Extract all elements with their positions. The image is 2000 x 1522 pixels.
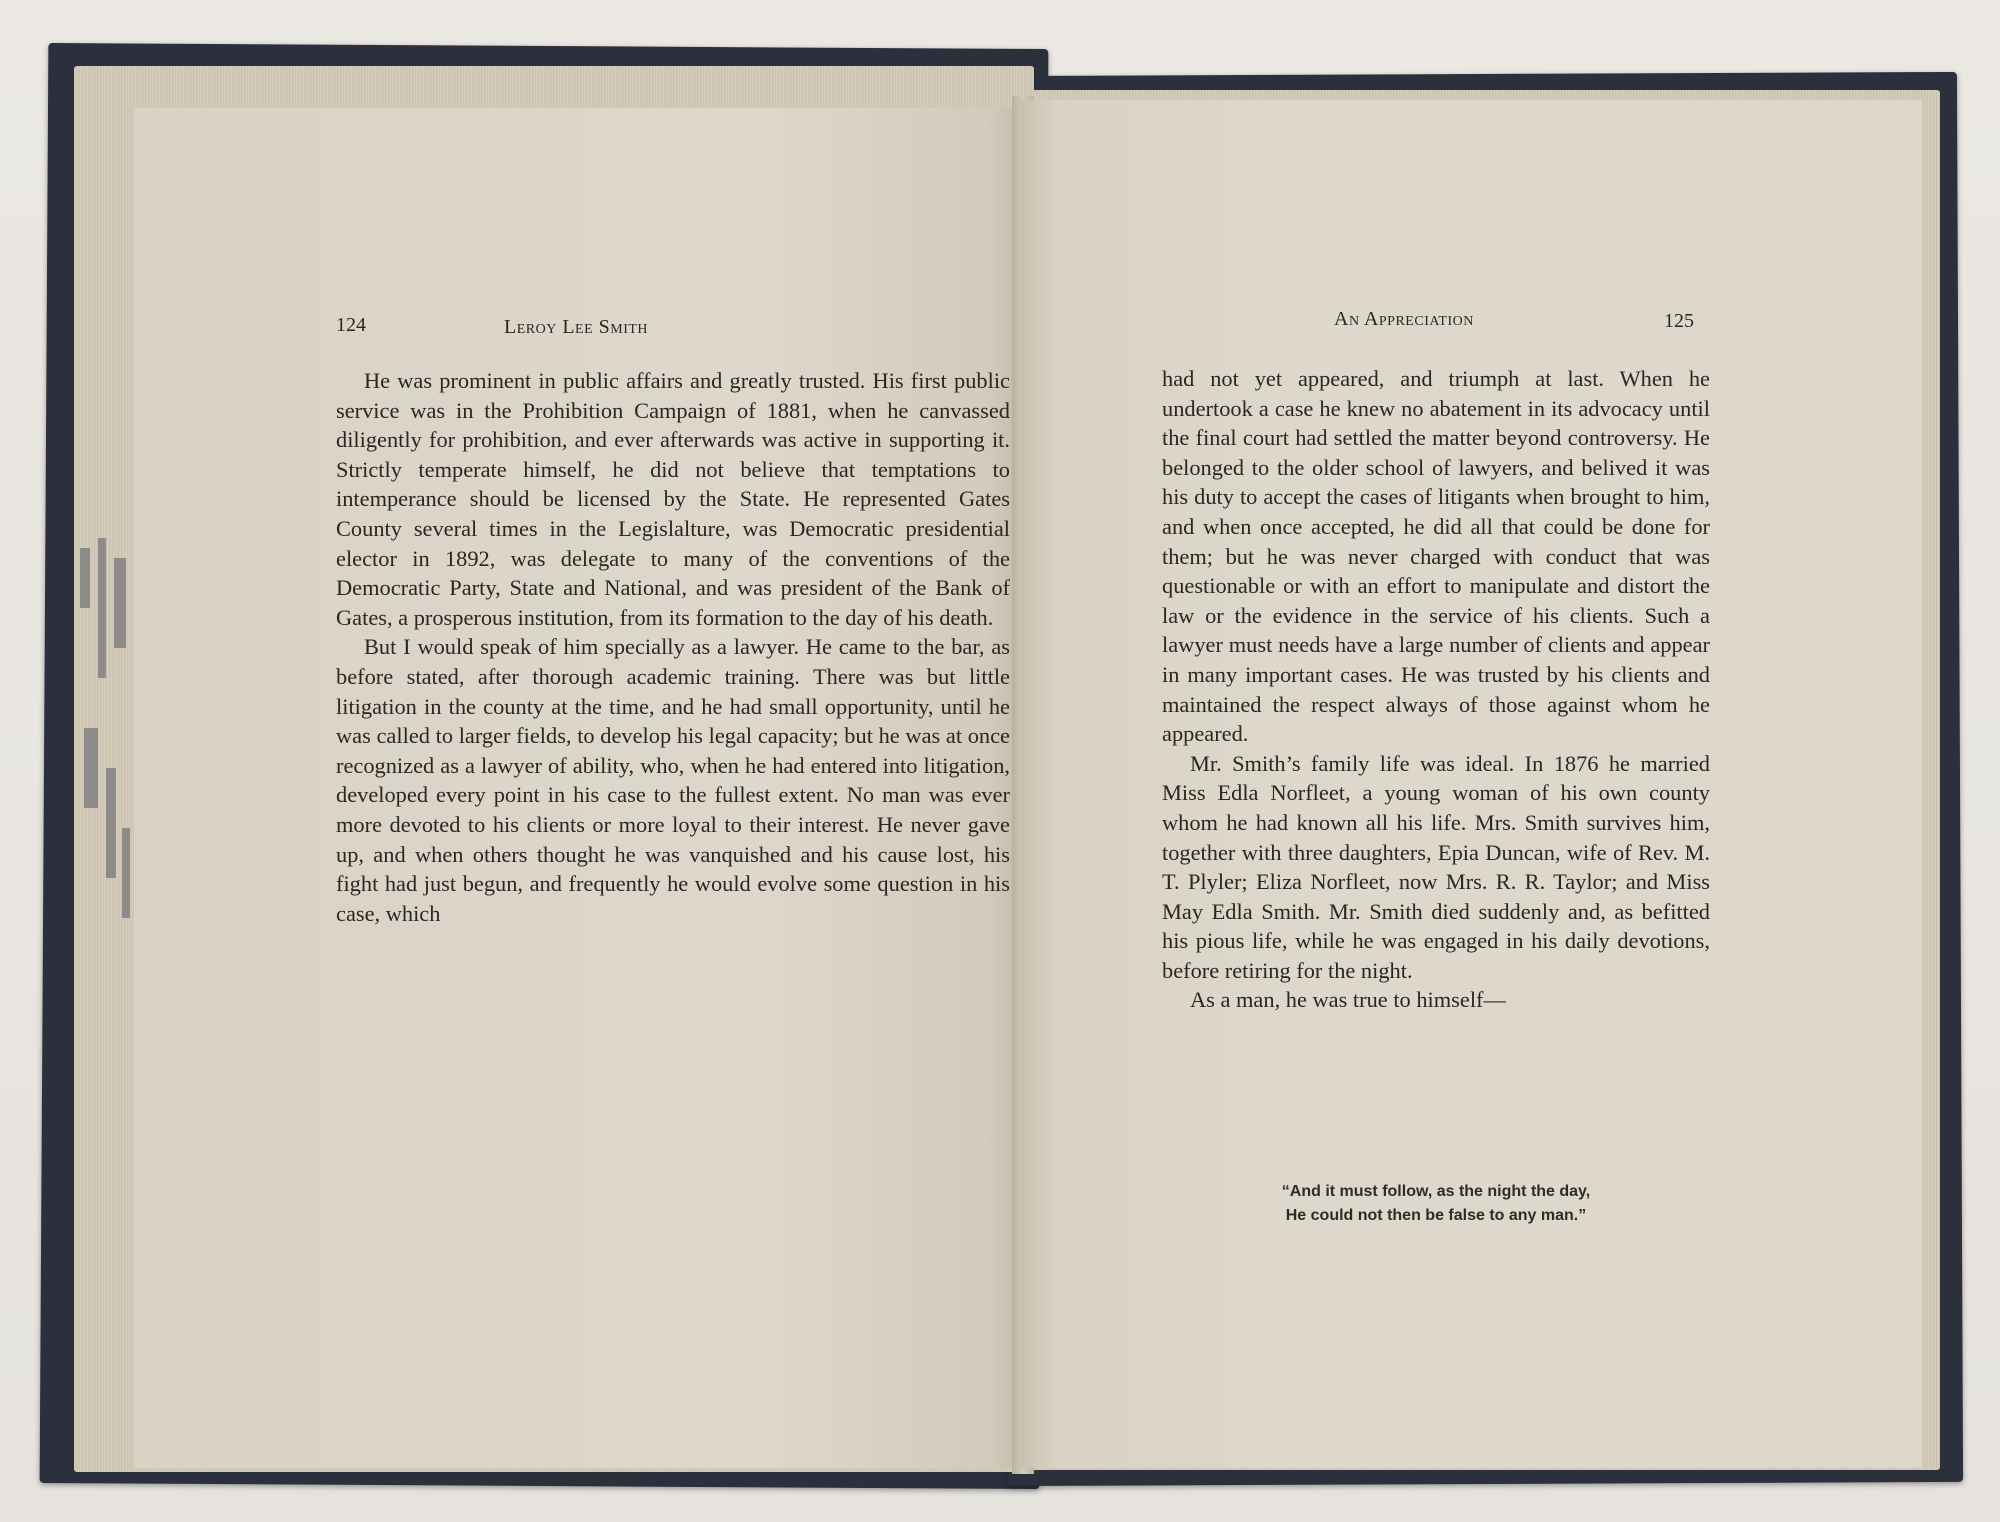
left-paragraph-1: He was prominent in public affairs and greatly trusted. His first public service was in the Prohibition Campaign of 1881, when he canvassed diligently for prohibition, and ever afterwards was active in supporting it. Strictly temperate himself, he did not believe that temptations to intemperance should be licensed by the State. He represented Gates County several times in the Legislaltu​re, was Democratic presidential elector in 1892, was delegate to many of the conventions of the Democratic Party, State and National, and was president of the Bank of Gates, a prosperous institution, from its formation to the day of his death. bbox=[336, 368, 1010, 630]
left-paragraph-2: But I would speak of him specially as a lawyer. He came to the bar, as before stated, after thorough academic training. There was but little litigation in the county at the time, and he had small opportunity, until he was called to larger fields, to develop his legal capacity; but he was at once recognized as a lawyer of ability, who, when he had entered into litigation, developed every point in his case to the fullest extent. No man was ever more devoted to his clients or more loyal to their interest. He never gave up, and when others thought he was vanquished and his cause lost, his fight had just begun, and frequently he would evolve some question in his case, which bbox=[336, 634, 1010, 926]
right-page-body bbox=[1162, 364, 1710, 1015]
quote-line-1: “And it must follow, as the night the day, bbox=[1281, 1183, 1591, 1200]
left-page-body bbox=[336, 366, 1010, 928]
right-page bbox=[1020, 100, 1922, 1468]
spine-marks bbox=[76, 528, 136, 948]
right-paragraph-2: Mr. Smith’s family life was ideal. In 1876 he married Miss Edla Norfleet, a young woman of his own county whom he had known all his life. Mrs. Smith survives him, together with three daughters, Epia Duncan, wife of Rev. M. T. Plyler; Eliza Norfleet, now Mrs. R. R. Taylor; and Miss May Edla Smith. Mr. Smith died suddenly and, as befitted his pious life, while he was engaged in his daily devotions, before retiring for the night. bbox=[1162, 750, 1710, 983]
closing-quote bbox=[1162, 1180, 1710, 1228]
left-page bbox=[134, 108, 1022, 1468]
right-paragraph-3: As a man, he was true to himself— bbox=[1190, 987, 1506, 1013]
right-page-number: 125 bbox=[1664, 310, 1694, 332]
right-paragraph-1: had not yet appeared, and triumph at last. When he undertook a case he knew no abatement in its advocacy until the final court had settled the matter beyond controversy. He belonged to the older school of lawyers, and belived it was his duty to accept the cases of litigants when brought to him, and when once accepted, he did all that could be done for them; but he was never charged with conduct that was questionable or with an effort to manipulate and distort the law or the evidence in the service of his clients. Such a lawyer must needs have a large number of clients and appear in many important cases. He was trusted by his clients and maintained the respect always of those against whom he appeared. bbox=[1162, 366, 1710, 747]
left-running-head: Leroy Lee Smith bbox=[504, 316, 649, 338]
quote-line-2: He could not then be false to any man.” bbox=[1285, 1207, 1587, 1224]
left-page-number: 124 bbox=[336, 314, 366, 336]
right-running-head: An Appreciation bbox=[1334, 308, 1474, 330]
